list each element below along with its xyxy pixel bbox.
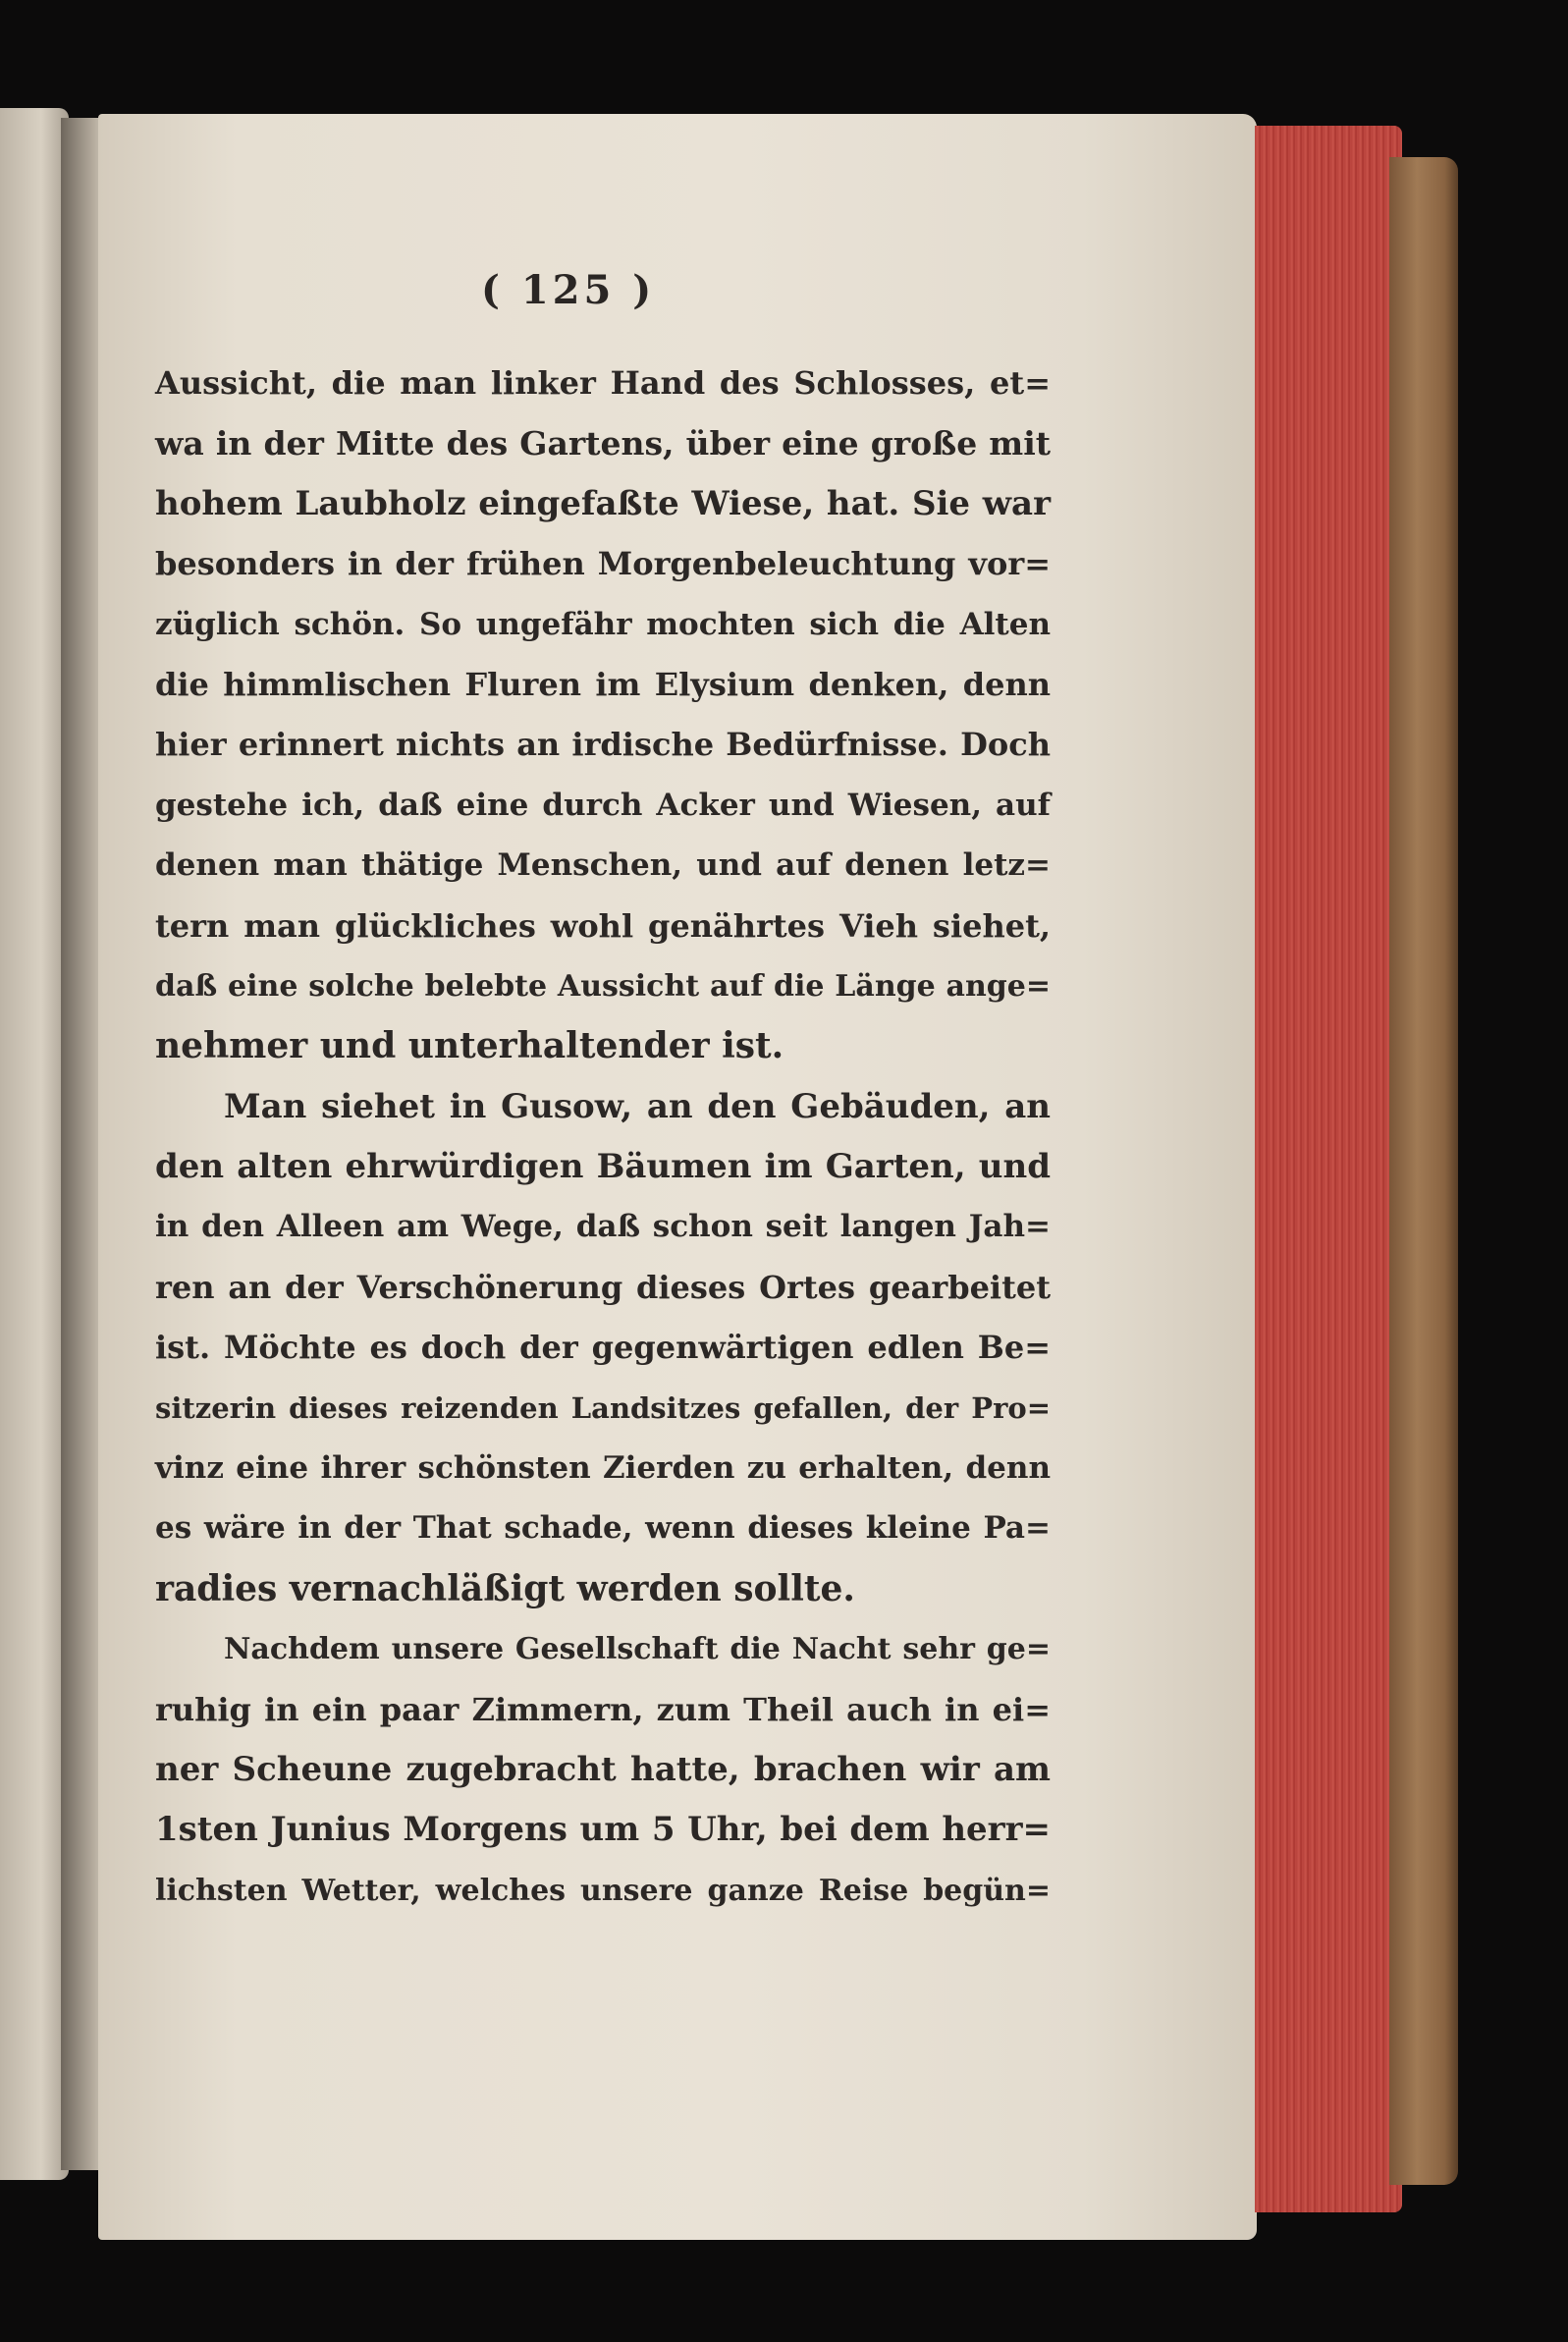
text-line: ruhig in ein paar Zimmern, zum Theil auch in ei= [155, 1690, 1051, 1728]
text-line: radies vernachläßigt werden sollte. [155, 1567, 855, 1609]
text-line: daß eine solche belebte Aussicht auf die Länge ange= [155, 968, 1051, 1004]
text-line: vinz eine ihrer schönsten Zierden zu erhalten, denn [155, 1450, 1051, 1487]
text-line: tern man glückliches wohl genährtes Vieh siehet, [155, 906, 1051, 945]
text-line: Nachdem unsere Gesellschaft die Nacht sehr ge= [224, 1632, 1051, 1667]
text-line: ren an der Verschönerung dieses Ortes gearbeitet [155, 1268, 1051, 1306]
text-line: Man siehet in Gusow, an den Gebäuden, an [224, 1086, 1051, 1126]
text-line: nehmer und unterhaltender ist. [155, 1025, 784, 1067]
red-page-edges [1255, 126, 1402, 2212]
text-line: ist. Möchte es doch der gegenwärtigen edlen Be= [155, 1329, 1051, 1367]
page-text [155, 354, 1051, 1921]
text-line: ner Scheune zugebracht hatte, brachen wir am [155, 1749, 1051, 1789]
text-line: 1sten Junius Morgens um 5 Uhr, bei dem herr= [155, 1810, 1051, 1850]
text-line: Aussicht, die man linker Hand des Schlosses, et= [155, 364, 1051, 402]
text-line: wa in der Mitte des Gartens, über eine große mit [155, 424, 1051, 463]
text-line: es wäre in der That schade, wenn dieses kleine Pa= [155, 1510, 1051, 1547]
text-line: gestehe ich, daß eine durch Acker und Wiesen, auf [155, 787, 1051, 823]
leather-cover-edge [1389, 157, 1458, 2185]
text-line: besonders in der frühen Morgenbeleuchtung vor= [155, 545, 1051, 583]
text-line: die himmlischen Fluren im Elysium denken, denn [155, 665, 1051, 703]
text-line: den alten ehrwürdigen Bäumen im Garten, und [155, 1147, 1051, 1187]
text-line: denen man thätige Menschen, und auf denen letz= [155, 847, 1051, 884]
page-number-header: ( 125 ) [481, 267, 656, 313]
left-page-edge [0, 108, 69, 2180]
text-line: züglich schön. So ungefähr mochten sich die Alten [155, 606, 1051, 642]
text-line: lichsten Wetter, welches unsere ganze Reise begün= [155, 1873, 1051, 1908]
text-line: hohem Laubholz eingefaßte Wiese, hat. Sie war [155, 483, 1051, 523]
text-line: hier erinnert nichts an irdische Bedürfnisse. Doch [155, 726, 1051, 764]
text-line: sitzerin dieses reizenden Landsitzes gefallen, der Pro= [155, 1390, 1051, 1425]
text-line: in den Alleen am Wege, daß schon seit langen Jah= [155, 1209, 1051, 1245]
